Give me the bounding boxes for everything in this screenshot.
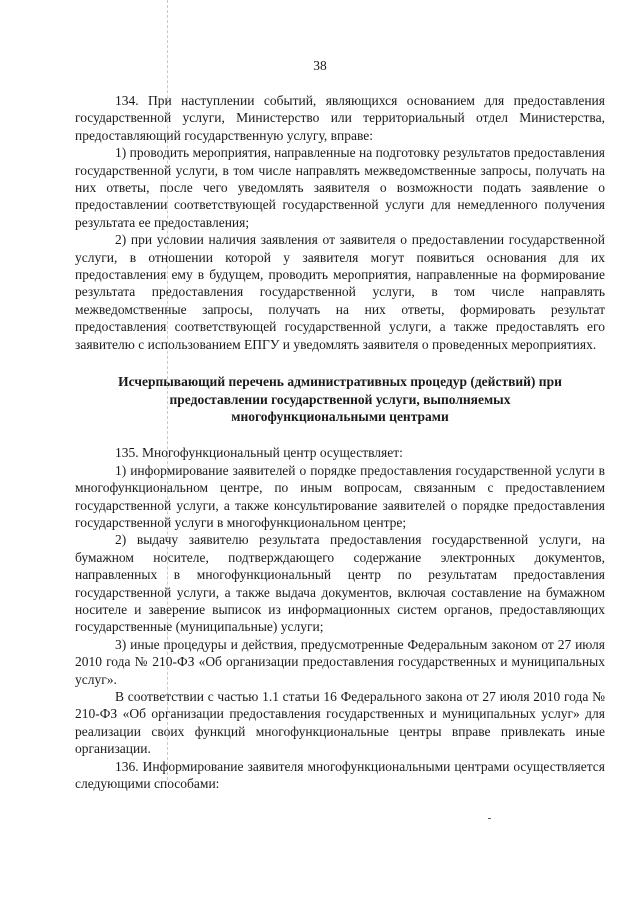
document-body <box>75 92 605 792</box>
paragraph-135-item-2: 2) выдачу заявителю результата предоставления государственной услуги, на бумажном носителе, подтверждающего содержание электронных документов, направленных в многофункциональный центр по результатам предоставления государственной услуги, а также выдача документов, включая составление на бумажном носителе и заверение выписок из информационных систем органов, предоставляющих государственные (муниципальные) услуги; <box>75 532 605 635</box>
page-number: 38 <box>313 58 327 73</box>
paragraph-134-item-1: 1) проводить мероприятия, направленные на подготовку результатов предоставления государственной услуги, в том числе направлять межведомственные запросы, получать на них ответы, после чего уведомлять заявителя о возможности подать заявление о предоставлении соответствующей государственной услуги для немедленного получения результата ее предоставления; <box>75 145 605 230</box>
paragraph-135-item-3: 3) иные процедуры и действия, предусмотренные Федеральным законом от 27 июля 2010 года № 210-ФЗ «Об организации предоставления государственных и муниципальных услуг». <box>75 636 605 687</box>
paragraph-134: 134. При наступлении событий, являющихся основанием для предоставления государственной услуги, Министерство или территориальный отдел Министерства, предоставляющий государственную услугу, вправе: <box>75 93 605 143</box>
paragraph-136: 136. Информирование заявителя многофункциональными центрами осуществляется следующими способами: <box>75 758 605 792</box>
paragraph-135: 135. Многофункциональный центр осуществляет: <box>115 445 403 461</box>
section-heading: Исчерпывающий перечень административных процедур (действий) при предоставлении государственной услуги, выполняемых многофункциональными центрами <box>118 374 562 424</box>
scan-artifact-mark <box>488 818 491 819</box>
paragraph-135-law-reference: В соответствии с частью 1.1 статьи 16 Федерального закона от 27 июля 2010 года № 210-ФЗ «Об организации предоставления государственных и муниципальных услуг» для реализации своих функций многофункциональные центры вправе привлекать иные организации. <box>75 689 605 757</box>
paragraph-135-item-1: 1) информирование заявителей о порядке предоставления государственной услуги в многофункциональном центре, по иным вопросам, связанным с предоставлением государственной услуги, а также консультирование заявителей о порядке предоставления государственной услуги в многофункциональном центре; <box>75 462 605 530</box>
paragraph-134-item-2: 2) при условии наличия заявления от заявителя о предоставлении государственной услуги, в отношении которой у заявителя могут появиться основания для их предоставления ему в будущем, проводить мероприятия, направленные на формирование результата предоставления государственной услуги, в том числе направлять межведомственные запросы, получать на них ответы, формировать результат предоставления соответствующей государственной услуги, а также предоставлять его заявителю с использованием ЕПГУ и уведомлять заявителя о проведенных мероприятиях. <box>75 232 605 352</box>
